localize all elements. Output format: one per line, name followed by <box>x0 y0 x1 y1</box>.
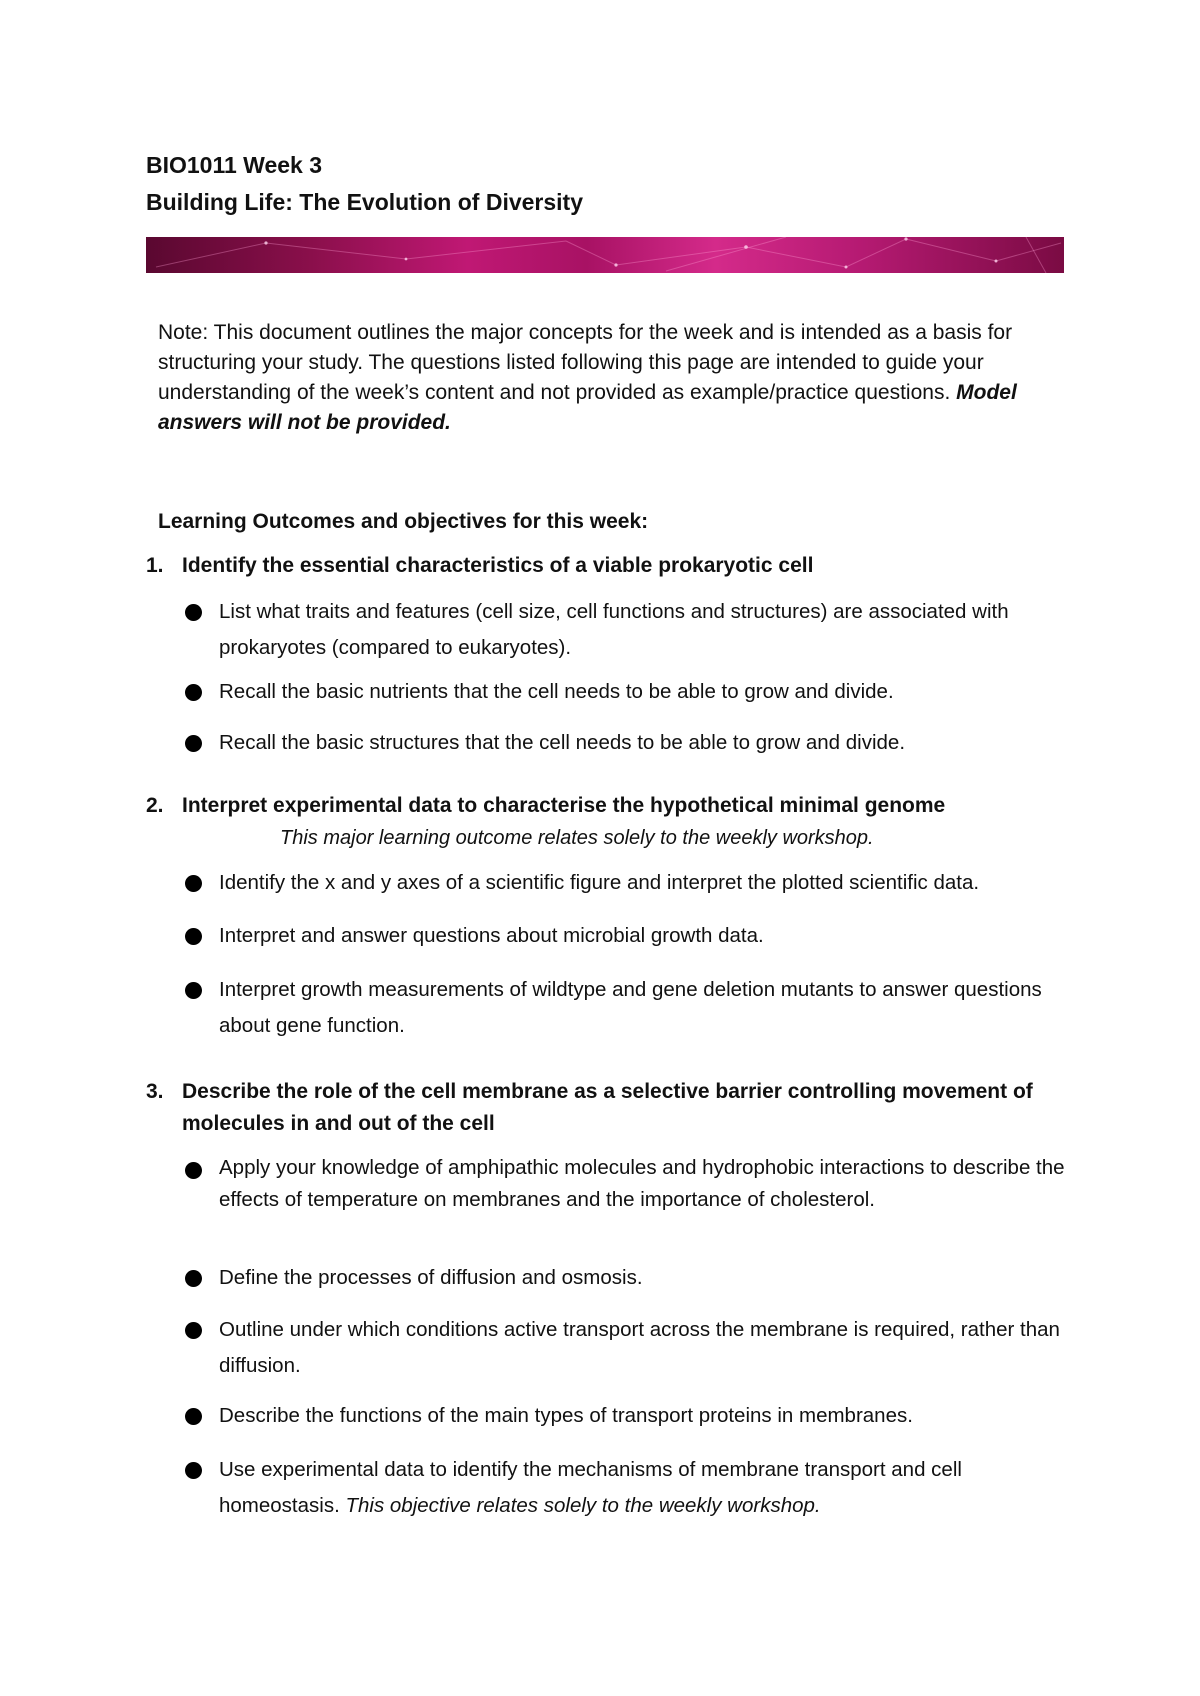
objective-item <box>185 972 1065 1044</box>
objective-text: Describe the functions of the main types of transport proteins in membranes. <box>219 1404 913 1427</box>
objective-item <box>185 918 1065 954</box>
outcome-title: Interpret experimental data to characterise the hypothetical minimal genome <box>182 794 946 817</box>
objective-text: Identify the x and y axes of a scientific figure and interpret the plotted scientific data. <box>219 871 980 894</box>
network-pattern-graphic <box>146 237 1064 273</box>
topic-title: Building Life: The Evolution of Diversity <box>146 189 584 215</box>
objective-item <box>185 725 1065 761</box>
objective-main-text: Use experimental data to identify the mechanisms of membrane transport and cell homeostasis. <box>219 1458 962 1517</box>
outcome-number: 2. <box>146 794 164 817</box>
objective-item <box>185 1452 1065 1524</box>
outcome-title: Identify the essential characteristics of a viable prokaryotic cell <box>182 554 814 577</box>
outcome-number: 3. <box>146 1080 164 1103</box>
bullet-icon <box>185 1162 202 1179</box>
objective-item <box>185 1398 1065 1434</box>
objective-text: Apply your knowledge of amphipathic molecules and hydrophobic interactions to describe the effects of temperature on membranes and the importance of cholesterol. <box>219 1156 1065 1211</box>
objective-text: List what traits and features (cell size, cell functions and structures) are associated with prokaryotes (compared to eukaryotes). <box>219 600 1009 659</box>
bullet-icon <box>185 1322 202 1339</box>
objective-item <box>185 594 1065 666</box>
objective-item <box>185 1312 1065 1384</box>
bullet-icon <box>185 1408 202 1425</box>
bullet-icon <box>185 735 202 752</box>
objective-text: Interpret growth measurements of wildtype and gene deletion mutants to answer questions about gene function. <box>219 978 1042 1037</box>
learning-outcome-3 <box>146 1076 1066 1140</box>
outcome-number: 1. <box>146 554 164 577</box>
objective-text: Interpret and answer questions about microbial growth data. <box>219 924 764 947</box>
objective-item <box>185 674 1065 710</box>
objective-item <box>185 1152 1065 1216</box>
study-note <box>158 318 1058 438</box>
bullet-icon <box>185 982 202 999</box>
bullet-icon <box>185 604 202 621</box>
note-emphasis: Model answers will not be provided. <box>158 381 1017 434</box>
objective-workshop-note: This objective relates solely to the weekly workshop. <box>345 1494 821 1517</box>
decorative-banner <box>146 237 1064 273</box>
bullet-icon <box>185 928 202 945</box>
bullet-icon <box>185 1270 202 1287</box>
learning-outcomes-heading: Learning Outcomes and objectives for this week: <box>158 510 649 533</box>
objective-text: Recall the basic structures that the cell needs to be able to grow and divide. <box>219 731 906 754</box>
objective-item <box>185 1260 1065 1296</box>
objective-text: Outline under which conditions active transport across the membrane is required, rather than diffusion. <box>219 1318 1060 1377</box>
objective-text: Recall the basic nutrients that the cell needs to be able to grow and divide. <box>219 680 894 703</box>
note-text: Note: This document outlines the major concepts for the week and is intended as a basis for structuring your study. The questions listed following this page are intended to guide your understanding of the week’s content and not provided as example/practice questions. <box>158 321 1013 404</box>
outcome-note: This major learning outcome relates solely to the weekly workshop. <box>280 827 874 849</box>
bullet-icon <box>185 1462 202 1479</box>
learning-outcome-1 <box>146 550 1066 582</box>
bullet-icon <box>185 875 202 892</box>
course-week-title: BIO1011 Week 3 <box>146 152 323 178</box>
objective-text: Define the processes of diffusion and osmosis. <box>219 1266 643 1289</box>
learning-outcome-2 <box>146 790 1066 822</box>
outcome-title: Describe the role of the cell membrane as a selective barrier controlling movement of molecules in and out of the cell <box>182 1080 1033 1135</box>
objective-text <box>219 1452 1065 1524</box>
objective-item <box>185 865 1065 901</box>
bullet-icon <box>185 684 202 701</box>
